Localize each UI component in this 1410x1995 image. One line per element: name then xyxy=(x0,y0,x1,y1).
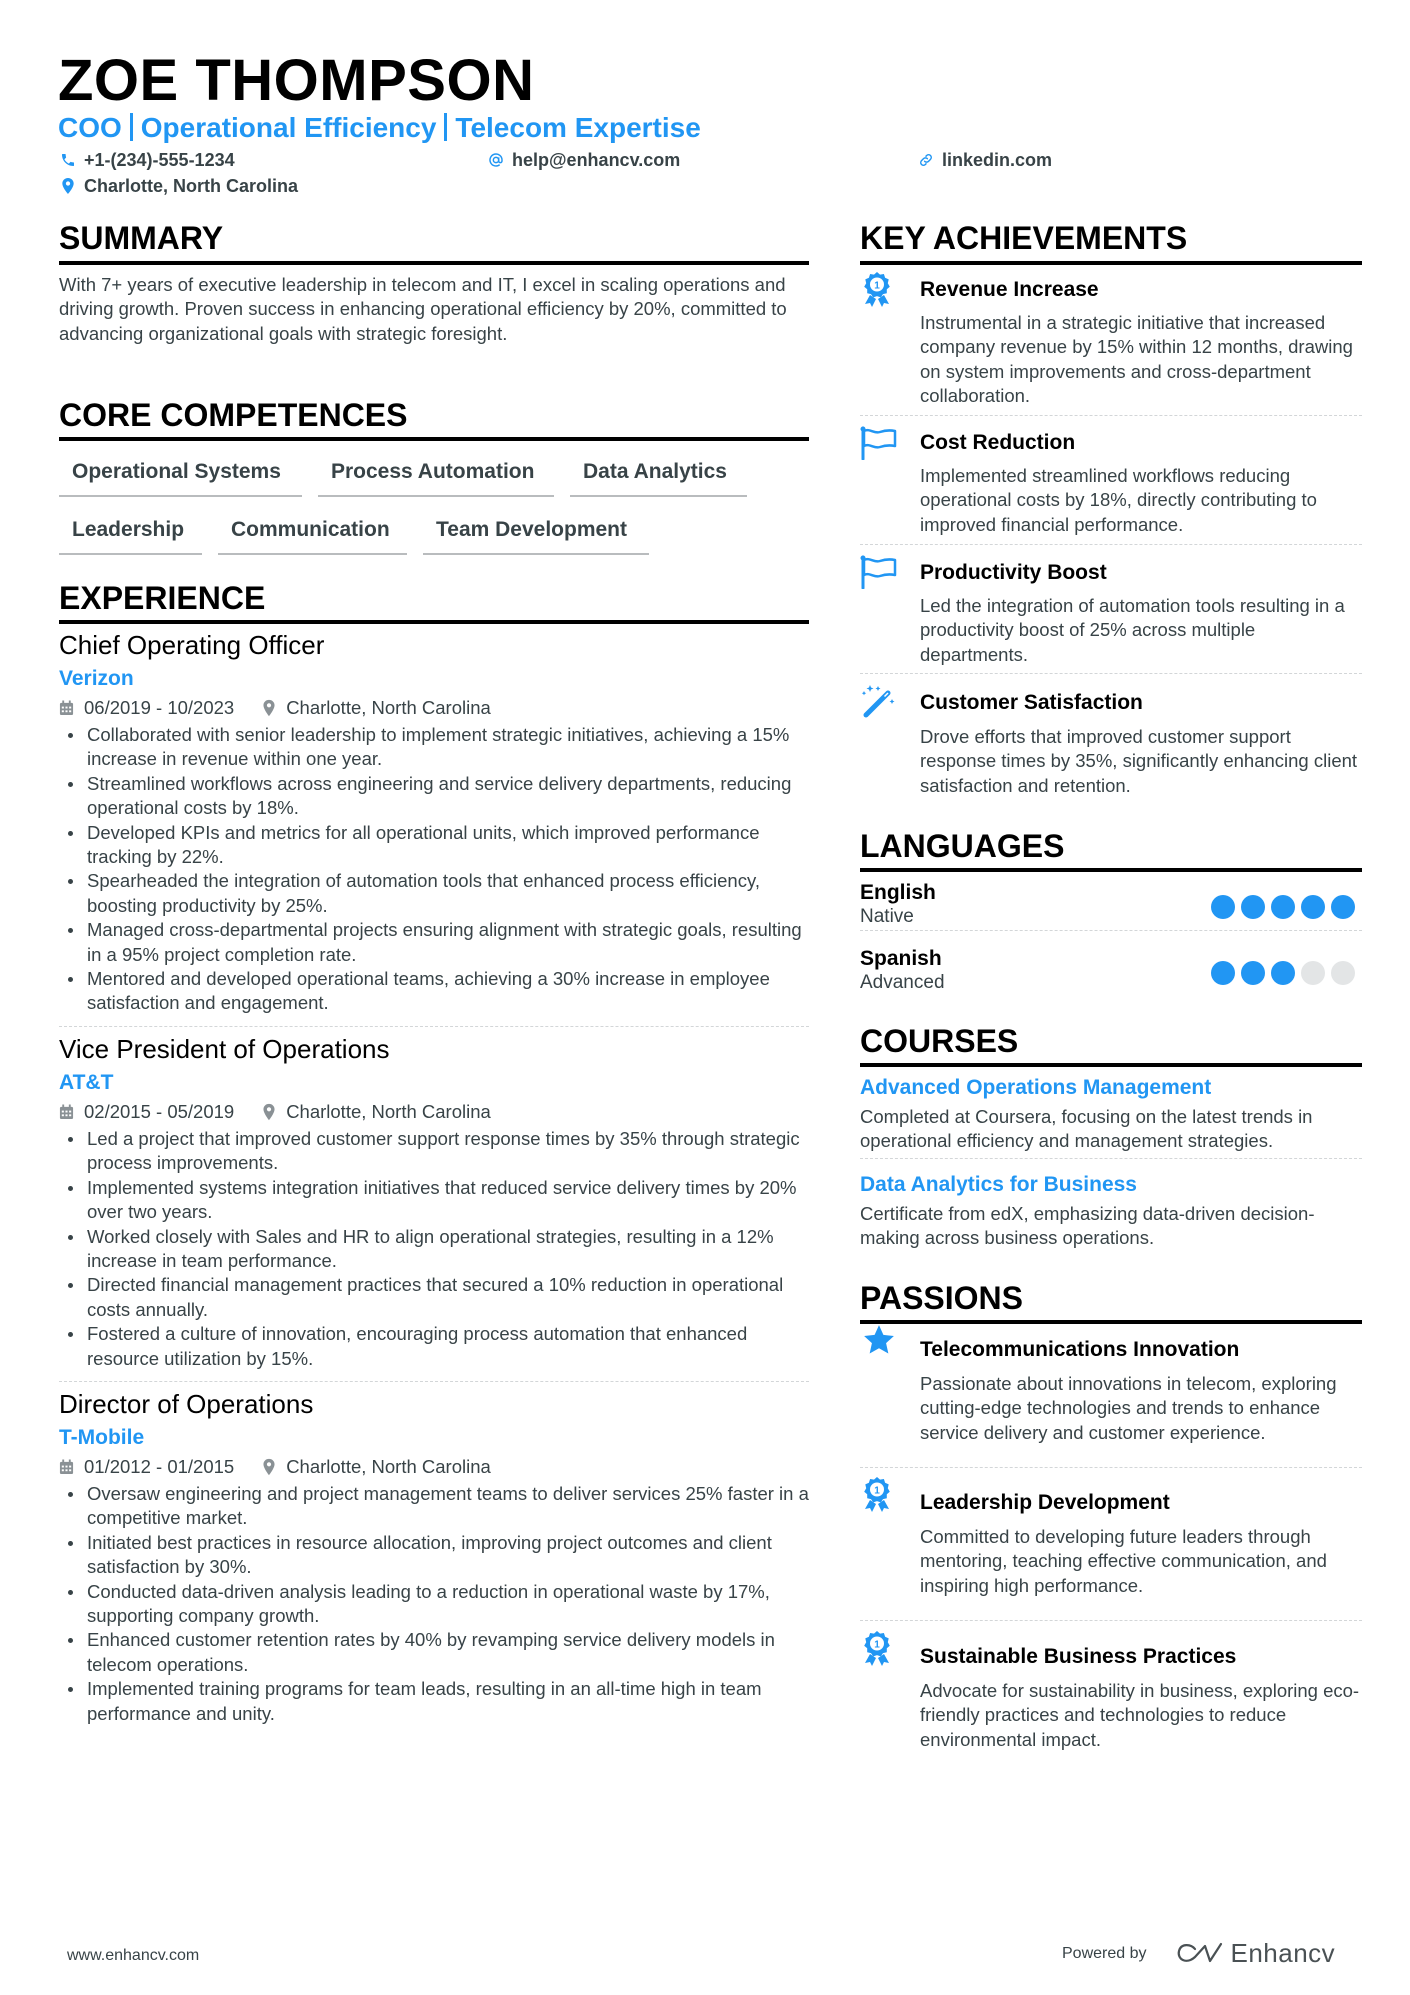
languages-heading: LANGUAGES xyxy=(860,828,1065,864)
svg-text:1: 1 xyxy=(874,280,880,292)
job-bullets xyxy=(59,1127,809,1371)
entry-divider xyxy=(860,415,1362,416)
achievements-rule xyxy=(860,261,1362,265)
headline xyxy=(58,111,701,145)
job-title: Chief Operating Officer xyxy=(59,630,325,660)
competence-chip: Process Automation xyxy=(318,459,554,497)
bullet-item: Managed cross-departmental projects ensuring alignment with strategic goals, resulting in a 95% project completion rate. xyxy=(59,918,809,967)
location-pin-icon xyxy=(262,699,276,717)
rating-dot-filled xyxy=(1211,895,1235,919)
rating-dot-empty xyxy=(1331,961,1355,985)
magic-wand-icon xyxy=(860,683,896,719)
entry-divider xyxy=(59,1026,809,1027)
achievement-desc: Led the integration of automation tools resulting in a productivity boost of 25% across multiple departments. xyxy=(920,595,1345,665)
rating-dot-filled xyxy=(1271,961,1295,985)
rating-dot-empty xyxy=(1301,961,1325,985)
language-name: English xyxy=(860,881,936,904)
job-location: Charlotte, North Carolina xyxy=(286,1456,491,1477)
experience-entry xyxy=(59,1033,809,1371)
location-pin-icon xyxy=(262,1458,276,1476)
language-rating-spanish xyxy=(1211,961,1355,985)
achievements-heading: KEY ACHIEVEMENTS xyxy=(860,220,1188,256)
language-level: Native xyxy=(860,906,914,927)
link-icon xyxy=(918,152,934,168)
achievement-desc: Instrumental in a strategic initiative that increased company revenue by 15% within 12 months, drawing on system improvements and cross-department collaboration. xyxy=(920,312,1353,407)
passion-title: Sustainable Business Practices xyxy=(920,1645,1237,1668)
bullet-item: Implemented training programs for team leads, resulting in an all-time high in team performance and unity. xyxy=(59,1677,809,1726)
bullet-item: Mentored and developed operational teams, achieving a 30% increase in employee satisfaction and engagement. xyxy=(59,967,809,1016)
svg-text:1: 1 xyxy=(874,1485,880,1497)
rating-dot-filled xyxy=(1241,895,1265,919)
brand-name: Enhancv xyxy=(1230,1938,1336,1968)
rating-dot-filled xyxy=(1331,895,1355,919)
entry-divider xyxy=(860,1620,1362,1621)
company-name[interactable]: T-Mobile xyxy=(59,1426,145,1449)
bullet-item: Conducted data-driven analysis leading to a reduction in operational waste by 17%, supporting company growth. xyxy=(59,1580,809,1629)
award-ribbon-icon xyxy=(862,271,892,307)
course-title[interactable]: Advanced Operations Management xyxy=(860,1076,1212,1099)
contact-phone[interactable] xyxy=(60,149,235,171)
job-meta xyxy=(59,697,809,719)
passions-rule xyxy=(860,1320,1362,1324)
achievement-title: Cost Reduction xyxy=(920,431,1076,454)
contact-website[interactable] xyxy=(918,149,1052,171)
job-meta xyxy=(59,1456,809,1478)
headline-focus: Operational Efficiency xyxy=(140,112,437,143)
job-title: Director of Operations xyxy=(59,1389,314,1419)
course-title[interactable]: Data Analytics for Business xyxy=(860,1173,1137,1196)
competences-heading: CORE COMPETENCES xyxy=(59,397,408,433)
calendar-icon xyxy=(59,700,74,716)
bullet-item: Spearheaded the integration of automation tools that enhanced process efficiency, boosting productivity by 25%. xyxy=(59,869,809,918)
job-location: Charlotte, North Carolina xyxy=(286,1101,491,1122)
rating-dot-filled xyxy=(1211,961,1235,985)
passion-title: Telecommunications Innovation xyxy=(920,1338,1240,1361)
job-title: Vice President of Operations xyxy=(59,1034,390,1064)
rating-dot-filled xyxy=(1241,961,1265,985)
achievement-title: Revenue Increase xyxy=(920,278,1099,301)
job-bullets xyxy=(59,723,809,1016)
experience-entry xyxy=(59,1388,809,1726)
bullet-item: Directed financial management practices that secured a 10% reduction in operational costs annually. xyxy=(59,1273,809,1322)
footer-powered-by[interactable] xyxy=(1062,1938,1335,1969)
entry-divider xyxy=(59,1381,809,1382)
passions-heading: PASSIONS xyxy=(860,1280,1023,1316)
courses-heading: COURSES xyxy=(860,1023,1019,1059)
phone-text: +1-(234)-555-1234 xyxy=(84,150,235,170)
passion-desc: Advocate for sustainability in business, exploring eco-friendly practices and technologies to reduce environmental impact. xyxy=(920,1680,1360,1750)
bullet-item: Led a project that improved customer support response times by 35% through strategic process improvements. xyxy=(59,1127,809,1176)
calendar-icon xyxy=(59,1459,74,1475)
headline-role: COO xyxy=(58,112,122,143)
bullet-item: Fostered a culture of innovation, encouraging process automation that enhanced resource utilization by 15%. xyxy=(59,1322,809,1371)
website-text: linkedin.com xyxy=(942,150,1053,170)
footer-website[interactable]: www.enhancv.com xyxy=(67,1947,200,1964)
competence-chip: Communication xyxy=(218,517,407,555)
rating-dot-filled xyxy=(1271,895,1295,919)
enhancv-logo-icon xyxy=(1175,1941,1223,1967)
summary-heading: SUMMARY xyxy=(59,220,224,256)
course-desc: Completed at Coursera, focusing on the latest trends in operational efficiency and management strategies. xyxy=(860,1106,1313,1152)
competences-rule xyxy=(59,437,809,441)
job-dates: 02/2015 - 05/2019 xyxy=(84,1101,235,1122)
svg-text:1: 1 xyxy=(874,1639,880,1651)
experience-rule xyxy=(59,620,809,624)
rating-dot-filled xyxy=(1301,895,1325,919)
headline-separator xyxy=(130,113,133,141)
location-text: Charlotte, North Carolina xyxy=(84,176,299,196)
job-meta xyxy=(59,1101,809,1123)
entry-divider xyxy=(860,544,1362,545)
competence-chip: Operational Systems xyxy=(59,459,302,497)
language-rating-english xyxy=(1211,895,1355,919)
passion-desc: Committed to developing future leaders through mentoring, teaching effective communication, and inspiring high performance. xyxy=(920,1526,1327,1596)
bullet-item: Streamlined workflows across engineering and service delivery departments, reducing operational costs by 18%. xyxy=(59,772,809,821)
location-pin-icon xyxy=(262,1103,276,1121)
entry-divider xyxy=(860,673,1362,674)
course-desc: Certificate from edX, emphasizing data-driven decision-making across business operations. xyxy=(860,1203,1315,1249)
headline-expertise: Telecom Expertise xyxy=(455,112,701,143)
bullet-item: Enhanced customer retention rates by 40% by revamping service delivery models in telecom operations. xyxy=(59,1628,809,1677)
flag-icon xyxy=(860,426,898,460)
summary-rule xyxy=(59,261,809,265)
experience-heading: EXPERIENCE xyxy=(59,580,266,616)
language-name: Spanish xyxy=(860,947,942,970)
calendar-icon xyxy=(59,1104,74,1120)
competence-chip: Data Analytics xyxy=(570,459,747,497)
achievement-desc: Drove efforts that improved customer support response times by 35%, significantly enhancing client satisfaction and retention. xyxy=(920,726,1358,796)
powered-by-label: Powered by xyxy=(1062,1944,1147,1962)
contact-email[interactable] xyxy=(488,149,680,171)
company-name[interactable]: AT&T xyxy=(59,1071,114,1094)
bullet-item: Collaborated with senior leadership to implement strategic initiatives, achieving a 15% increase in revenue within one year. xyxy=(59,723,809,772)
award-ribbon-icon xyxy=(862,1630,892,1666)
headline-separator xyxy=(444,113,447,141)
courses-rule xyxy=(860,1063,1362,1067)
achievement-desc: Implemented streamlined workflows reducing operational costs by 18%, directly contributing to improved financial performance. xyxy=(920,465,1317,535)
bullet-item: Developed KPIs and metrics for all operational units, which improved performance tracking by 22%. xyxy=(59,821,809,870)
job-location: Charlotte, North Carolina xyxy=(286,697,491,718)
job-bullets xyxy=(59,1482,809,1726)
competence-chip: Leadership xyxy=(59,517,202,555)
experience-entry xyxy=(59,629,809,1016)
candidate-name: ZOE THOMPSON xyxy=(58,48,535,113)
award-ribbon-icon xyxy=(862,1476,892,1512)
location-pin-icon xyxy=(60,177,76,195)
at-icon xyxy=(488,152,504,168)
phone-icon xyxy=(60,152,76,168)
bullet-item: Implemented systems integration initiatives that reduced service delivery times by 20% over two years. xyxy=(59,1176,809,1225)
company-name[interactable]: Verizon xyxy=(59,667,134,690)
job-dates: 06/2019 - 10/2023 xyxy=(84,697,235,718)
entry-divider xyxy=(860,1158,1362,1159)
job-dates: 01/2012 - 01/2015 xyxy=(84,1456,235,1477)
email-text: help@enhancv.com xyxy=(512,150,681,170)
passion-desc: Passionate about innovations in telecom, exploring cutting-edge technologies and trends to enhance service delivery and customer experience. xyxy=(920,1373,1337,1443)
achievement-title: Productivity Boost xyxy=(920,561,1107,584)
flag-icon xyxy=(860,555,898,589)
language-level: Advanced xyxy=(860,972,945,993)
contact-location xyxy=(60,175,298,197)
summary-text: With 7+ years of executive leadership in telecom and IT, I excel in scaling operations and driving growth. Proven success in enhancing operational efficiency by 20%, committed to advancing organizational goals with strategic foresight. xyxy=(59,274,787,344)
bullet-item: Worked closely with Sales and HR to align operational strategies, resulting in a 12% increase in team performance. xyxy=(59,1225,809,1274)
competence-chip: Team Development xyxy=(423,517,649,555)
entry-divider xyxy=(860,1467,1362,1468)
languages-rule xyxy=(860,868,1362,872)
star-icon xyxy=(862,1323,896,1357)
passion-title: Leadership Development xyxy=(920,1491,1170,1514)
achievement-title: Customer Satisfaction xyxy=(920,691,1143,714)
bullet-item: Initiated best practices in resource allocation, improving project outcomes and client satisfaction by 30%. xyxy=(59,1531,809,1580)
bullet-item: Oversaw engineering and project management teams to deliver services 25% faster in a competitive market. xyxy=(59,1482,809,1531)
entry-divider xyxy=(860,930,1362,931)
